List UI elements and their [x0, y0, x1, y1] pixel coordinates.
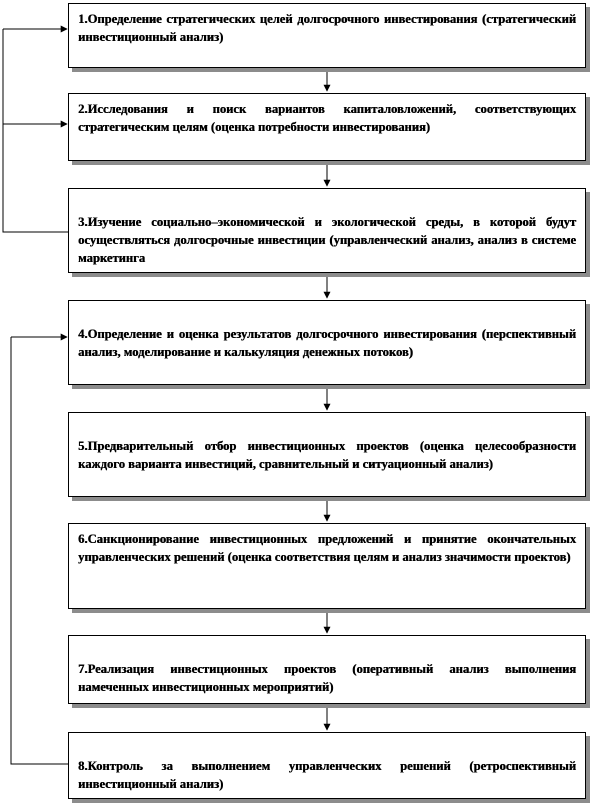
step-box-1 — [68, 3, 586, 68]
feedback-loop-8 — [11, 337, 68, 764]
step-text-6: 6.Санкционирование инвестиционных предложений и принятие окончательных управленческих решений (оценка соответствия целям и анализ значимости проектов) — [78, 532, 576, 564]
step-text-8: 8.Контроль за выполнением управленческих решений (ретроспективный инвестиционный анализ) — [78, 759, 576, 791]
step-text-5: 5.Предварительный отбор инвестиционных проектов (оценка целесообразности каждого варианта инвестиций, сравнительный и ситуационный анализ) — [78, 439, 576, 471]
step-text-3: 3.Изучение социально–экономической и экологической среды, в которой будут осуществляться долгосрочные инвестиции (управленческий анализ, анализ в системе маркетинга — [78, 215, 576, 265]
step-box-4 — [68, 300, 586, 385]
step-box-5 — [68, 412, 586, 497]
step-box-8 — [68, 732, 586, 799]
step-box-7 — [68, 635, 586, 704]
step-text-2: 2.Исследования и поиск вариантов капиталовложений, соответствующих стратегическим целям (оценка потребности инвестирования) — [78, 102, 576, 134]
step-text-7: 7.Реализация инвестиционных проектов (оперативный анализ выполнения намеченных инвестиционных мероприятий) — [78, 662, 576, 694]
step-text-4: 4.Определение и оценка результатов долгосрочного инвестирования (перспективный анализ, моделирование и калькуляция денежных потоков) — [78, 327, 576, 359]
step-box-2 — [68, 93, 586, 161]
feedback-loop-3 — [3, 29, 68, 232]
step-box-3 — [68, 188, 586, 273]
step-box-6 — [68, 523, 586, 609]
step-text-1: 1.Определение стратегических целей долгосрочного инвестирования (стратегический инвестиционный анализ) — [78, 12, 576, 44]
